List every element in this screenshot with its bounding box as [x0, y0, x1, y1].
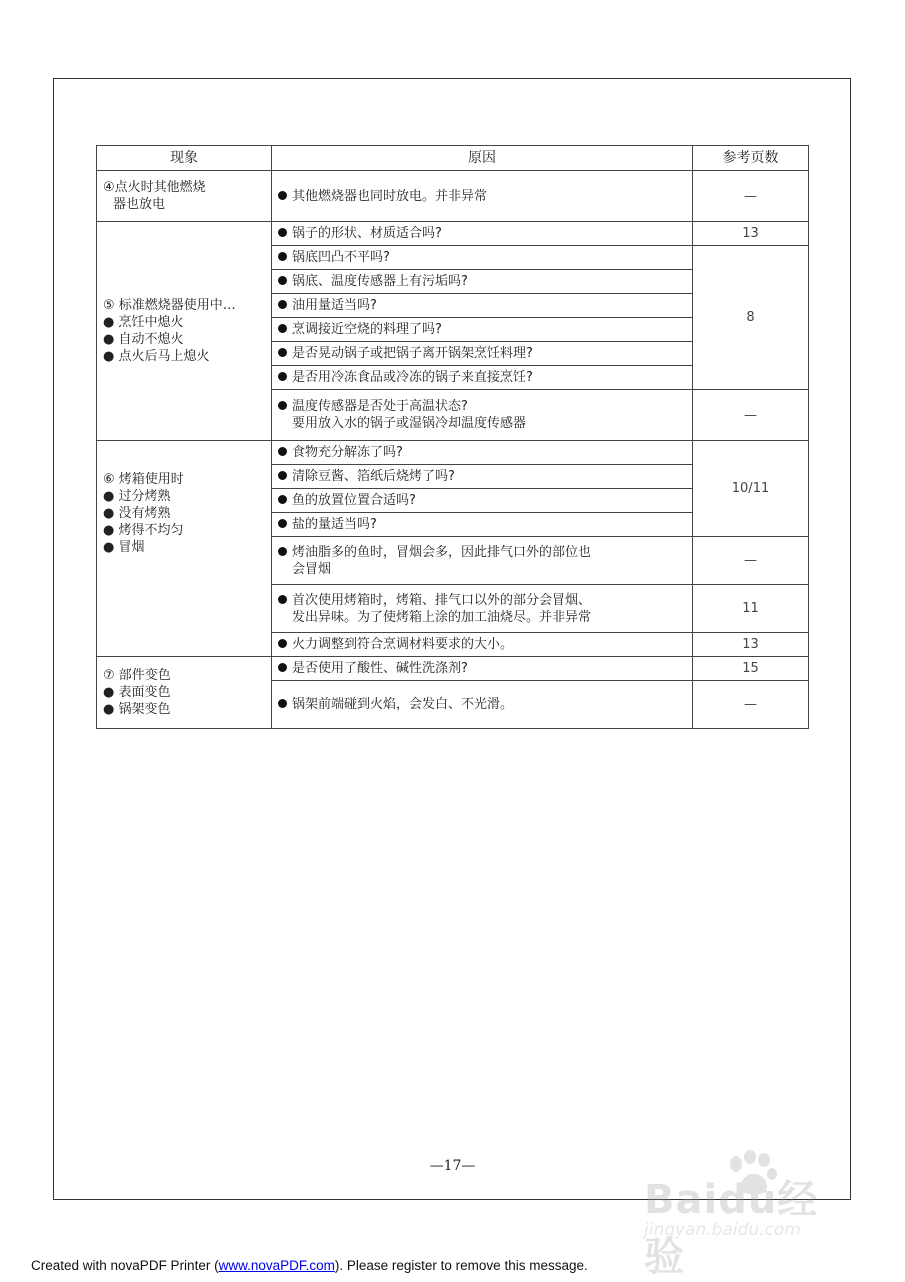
symptom-cell — [97, 657, 272, 729]
bullet-icon — [278, 447, 287, 456]
cause-text: 盐的量适当吗? — [292, 517, 377, 532]
bullet-icon — [278, 595, 287, 604]
footer-suffix: ). Please register to remove this message. — [334, 1258, 588, 1273]
cause-text: 首次使用烤箱时，烤箱、排气口以外的部分会冒烟、 — [292, 592, 592, 608]
cause-cell — [272, 318, 693, 342]
cause-text: 烹调接近空烧的料理了吗? — [292, 322, 442, 337]
troubleshooting-table — [96, 145, 809, 729]
cause-cell — [272, 342, 693, 366]
cause-cell — [272, 633, 693, 657]
header-reference-page: 参考页数 — [693, 146, 809, 171]
symptom-line: ● 烹饪中熄火 — [103, 315, 184, 330]
cause-cell — [272, 171, 693, 222]
bullet-icon — [278, 547, 287, 556]
cause-text: 火力调整到符合烹调材料要求的大小。 — [292, 637, 514, 652]
reference-cell: 8 — [693, 246, 809, 390]
table-header-row — [97, 146, 809, 171]
cause-text: 锅子的形状、材质适合吗? — [292, 226, 442, 241]
reference-cell: 15 — [693, 657, 809, 681]
cause-cell — [272, 585, 693, 633]
cause-text: 温度传感器是否处于高温状态? — [292, 399, 468, 414]
symptom-line: ● 锅架变色 — [103, 702, 171, 717]
cause-text: 是否使用了酸性、碱性洗涤剂? — [292, 661, 468, 676]
symptom-line: ● 自动不熄火 — [103, 332, 184, 347]
cause-cell — [272, 513, 693, 537]
bullet-icon — [278, 324, 287, 333]
reference-cell: 13 — [693, 222, 809, 246]
table-row — [97, 441, 809, 465]
bullet-icon — [278, 699, 287, 708]
symptom-line: ⑤ 标准燃烧器使用中… — [103, 298, 236, 313]
bullet-icon — [278, 276, 287, 285]
cause-text: 其他燃烧器也同时放电。并非异常 — [292, 188, 488, 204]
cause-cell — [272, 465, 693, 489]
bullet-icon — [278, 348, 287, 357]
page-number: —17— — [429, 1158, 476, 1174]
bullet-icon — [278, 495, 287, 504]
reference-cell: — — [693, 681, 809, 729]
cause-text: 要用放入水的锅子或湿锅冷却温度传感器 — [292, 416, 527, 431]
cause-text: 油用量适当吗? — [292, 298, 377, 313]
symptom-line: ⑥ 烤箱使用时 — [103, 472, 184, 487]
cause-cell — [272, 441, 693, 465]
cause-cell — [272, 489, 693, 513]
symptom-cell — [97, 171, 272, 222]
bullet-icon — [278, 663, 287, 672]
cause-text: 食物充分解冻了吗? — [292, 445, 403, 460]
watermark-url: jingyan.baidu.com — [644, 1220, 801, 1240]
bullet-icon — [278, 401, 287, 410]
reference-cell: 11 — [693, 585, 809, 633]
cause-cell — [272, 246, 693, 270]
baidu-watermark — [640, 1150, 850, 1280]
reference-cell: — — [693, 390, 809, 441]
cause-text: 锅底、温度传感器上有污垢吗? — [292, 274, 468, 289]
cause-cell — [272, 294, 693, 318]
reference-cell: 10/11 — [693, 441, 809, 537]
cause-cell — [272, 270, 693, 294]
cause-text: 锅底凹凸不平吗? — [292, 250, 390, 265]
symptom-line: ● 烤得不均匀 — [103, 523, 184, 538]
bullet-icon — [278, 300, 287, 309]
bullet-icon — [278, 372, 287, 381]
cause-text: 发出异味。为了使烤箱上涂的加工油烧尽。并非异常 — [292, 609, 592, 625]
symptom-cell — [97, 222, 272, 441]
cause-cell — [272, 222, 693, 246]
bullet-icon — [278, 519, 287, 528]
table-row — [97, 222, 809, 246]
symptom-line: ● 没有烤熟 — [103, 506, 171, 521]
bullet-icon — [278, 639, 287, 648]
cause-text: 是否用冷冻食品或冷冻的锅子来直接烹饪? — [292, 370, 533, 385]
header-cause: 原因 — [272, 146, 693, 171]
symptom-line: ● 冒烟 — [103, 540, 145, 555]
symptom-line: ● 点火后马上熄火 — [103, 349, 210, 364]
footer-prefix: Created with novaPDF Printer ( — [31, 1258, 219, 1273]
novapdf-link[interactable]: www.novaPDF.com — [218, 1258, 335, 1273]
bullet-icon — [278, 252, 287, 261]
cause-cell — [272, 657, 693, 681]
cause-cell — [272, 681, 693, 729]
reference-cell: 13 — [693, 633, 809, 657]
symptom-cell — [97, 441, 272, 657]
table-row — [97, 171, 809, 222]
table-row — [97, 657, 809, 681]
cause-text: 会冒烟 — [292, 561, 332, 577]
cause-cell — [272, 537, 693, 585]
cause-cell — [272, 390, 693, 441]
bullet-icon — [278, 228, 287, 237]
reference-cell: — — [693, 537, 809, 585]
header-symptom: 现象 — [97, 146, 272, 171]
symptom-line: 器也放电 — [113, 197, 166, 212]
bullet-icon — [278, 471, 287, 480]
cause-text: 烤油脂多的鱼时，冒烟会多，因此排气口外的部位也 — [292, 544, 592, 560]
symptom-line: ● 表面变色 — [103, 685, 171, 700]
watermark-brand: Baidu经验 — [644, 1177, 819, 1280]
bullet-icon — [278, 191, 287, 200]
symptom-line: ⑦ 部件变色 — [103, 668, 171, 683]
cause-text: 锅架前端碰到火焰，会发白、不光滑。 — [292, 697, 514, 712]
symptom-line: ● 过分烤熟 — [103, 489, 171, 504]
cause-text: 鱼的放置位置合适吗? — [292, 493, 416, 508]
cause-cell — [272, 366, 693, 390]
symptom-line: ④点火时其他燃烧 — [103, 180, 206, 195]
cause-text: 清除豆酱、箔纸后烧烤了吗? — [292, 469, 455, 484]
reference-cell: — — [693, 171, 809, 222]
cause-text: 是否晃动锅子或把锅子离开锅架烹饪料理? — [292, 346, 533, 361]
footer-notice — [31, 1258, 588, 1273]
